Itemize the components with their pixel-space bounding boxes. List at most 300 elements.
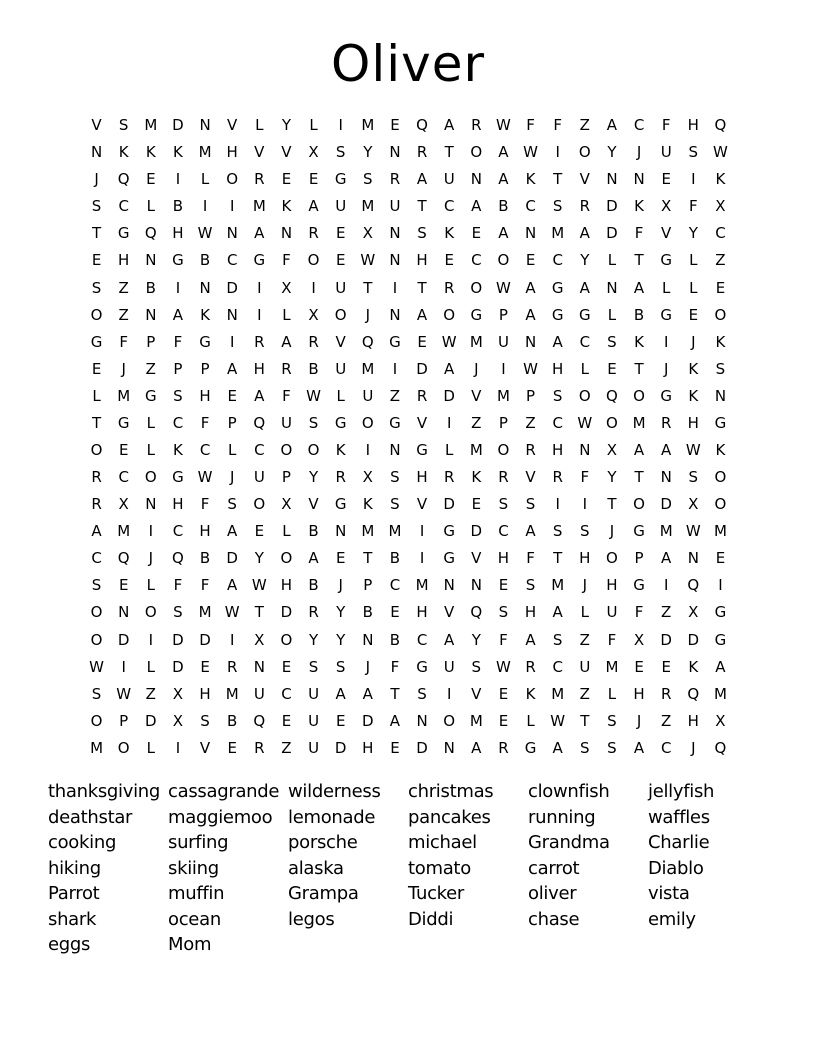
grid-cell[interactable]: Q	[144, 224, 157, 243]
grid-cell[interactable]: Y	[281, 116, 292, 135]
grid-cell[interactable]: Y	[254, 549, 264, 568]
grid-cell[interactable]: E	[688, 305, 699, 324]
grid-cell[interactable]: S	[91, 278, 102, 297]
grid-cell[interactable]: N	[90, 143, 103, 162]
grid-cell[interactable]: Q	[253, 711, 266, 730]
grid-cell[interactable]: D	[660, 630, 672, 649]
grid-cell[interactable]: M	[659, 522, 673, 541]
grid-cell[interactable]: W	[197, 224, 213, 243]
grid-cell[interactable]: V	[254, 143, 265, 162]
grid-cell[interactable]: N	[280, 224, 293, 243]
grid-cell[interactable]: S	[308, 657, 319, 676]
grid-cell[interactable]: Z	[118, 305, 129, 324]
grid-cell[interactable]: E	[471, 495, 482, 514]
grid-cell[interactable]: N	[470, 576, 482, 595]
grid-cell[interactable]: J	[94, 170, 99, 189]
grid-cell[interactable]: Y	[580, 251, 590, 270]
grid-cell[interactable]: E	[661, 657, 671, 676]
grid-cell[interactable]: W	[89, 657, 104, 676]
grid-cell[interactable]: K	[688, 386, 699, 405]
grid-cell[interactable]: F	[173, 332, 183, 351]
grid-cell[interactable]: F	[634, 224, 644, 243]
grid-cell[interactable]: M	[469, 332, 483, 351]
grid-cell[interactable]: H	[687, 413, 699, 432]
grid-cell[interactable]: C	[172, 413, 184, 432]
grid-cell[interactable]: S	[91, 197, 102, 216]
grid-cell[interactable]: O	[633, 495, 645, 514]
grid-cell[interactable]: W	[685, 440, 701, 459]
grid-cell[interactable]: U	[335, 197, 347, 216]
grid-cell[interactable]: Z	[661, 603, 672, 622]
grid-cell[interactable]: E	[634, 657, 644, 676]
grid-cell[interactable]: E	[335, 711, 346, 730]
grid-cell[interactable]: G	[416, 657, 428, 676]
grid-cell[interactable]: C	[172, 522, 184, 541]
grid-cell[interactable]: X	[688, 495, 699, 514]
grid-cell[interactable]: M	[551, 684, 565, 703]
grid-cell[interactable]: H	[416, 468, 428, 487]
grid-cell[interactable]: W	[496, 657, 511, 676]
grid-cell[interactable]: C	[633, 116, 645, 135]
grid-cell[interactable]: S	[417, 684, 427, 703]
grid-cell[interactable]: Q	[117, 549, 130, 568]
grid-cell[interactable]: E	[525, 251, 536, 270]
grid-cell[interactable]: T	[607, 495, 617, 514]
grid-cell[interactable]: Q	[253, 413, 266, 432]
grid-cell[interactable]: D	[172, 630, 184, 649]
grid-cell[interactable]: D	[606, 224, 618, 243]
grid-cell[interactable]: K	[173, 440, 183, 459]
grid-cell[interactable]: R	[308, 224, 319, 243]
grid-cell[interactable]: X	[308, 305, 319, 324]
grid-cell[interactable]: O	[443, 305, 456, 324]
grid-cell[interactable]: S	[498, 495, 509, 514]
grid-cell[interactable]: S	[173, 603, 183, 622]
grid-cell[interactable]: A	[335, 684, 346, 703]
grid-cell[interactable]: R	[91, 468, 102, 487]
grid-cell[interactable]: W	[496, 116, 511, 135]
grid-cell[interactable]: R	[443, 278, 455, 297]
grid-cell[interactable]: J	[148, 549, 154, 568]
grid-cell[interactable]: B	[199, 549, 211, 568]
grid-cell[interactable]: A	[308, 549, 319, 568]
grid-cell[interactable]: S	[552, 522, 563, 541]
grid-cell[interactable]: S	[552, 386, 563, 405]
grid-cell[interactable]: W	[523, 143, 538, 162]
grid-cell[interactable]: A	[661, 440, 672, 459]
grid-cell[interactable]: Q	[714, 738, 727, 757]
grid-cell[interactable]: M	[469, 440, 483, 459]
grid-cell[interactable]: M	[361, 522, 375, 541]
grid-cell[interactable]: I	[257, 305, 262, 324]
grid-cell[interactable]: O	[497, 251, 510, 270]
grid-cell[interactable]: M	[415, 576, 429, 595]
grid-cell[interactable]: N	[687, 549, 699, 568]
grid-cell[interactable]: K	[173, 143, 183, 162]
grid-cell[interactable]: G	[172, 251, 184, 270]
grid-cell[interactable]: Y	[336, 603, 346, 622]
grid-cell[interactable]: H	[172, 495, 184, 514]
grid-cell[interactable]: I	[446, 413, 452, 432]
grid-cell[interactable]: O	[144, 603, 157, 622]
grid-cell[interactable]: Z	[715, 251, 726, 270]
grid-cell[interactable]: E	[390, 738, 400, 757]
grid-cell[interactable]: A	[525, 278, 536, 297]
grid-cell[interactable]: A	[579, 278, 590, 297]
grid-cell[interactable]: K	[715, 170, 726, 189]
grid-cell[interactable]: H	[633, 684, 645, 703]
grid-cell[interactable]: A	[525, 522, 536, 541]
grid-cell[interactable]: D	[362, 711, 374, 730]
grid-cell[interactable]: T	[634, 468, 644, 487]
grid-cell[interactable]: H	[118, 251, 130, 270]
grid-cell[interactable]: G	[551, 278, 564, 297]
grid-cell[interactable]: G	[714, 413, 727, 432]
grid-cell[interactable]: U	[362, 386, 374, 405]
grid-cell[interactable]: W	[523, 359, 538, 378]
grid-cell[interactable]: F	[634, 603, 644, 622]
grid-cell[interactable]: M	[361, 197, 375, 216]
grid-cell[interactable]: A	[444, 359, 455, 378]
grid-cell[interactable]: I	[555, 143, 560, 162]
grid-cell[interactable]: D	[443, 386, 455, 405]
grid-cell[interactable]: L	[92, 386, 101, 405]
grid-cell[interactable]: B	[308, 576, 319, 595]
grid-cell[interactable]: O	[361, 413, 374, 432]
grid-cell[interactable]: S	[335, 657, 346, 676]
grid-cell[interactable]: O	[307, 440, 320, 459]
grid-cell[interactable]: O	[714, 495, 727, 514]
grid-cell[interactable]: O	[714, 305, 727, 324]
grid-cell[interactable]: O	[280, 549, 293, 568]
grid-cell[interactable]: T	[363, 549, 373, 568]
grid-cell[interactable]: A	[525, 305, 536, 324]
grid-cell[interactable]: I	[175, 278, 181, 297]
grid-cell[interactable]: K	[362, 495, 373, 514]
grid-cell[interactable]: W	[496, 278, 511, 297]
grid-cell[interactable]: A	[227, 522, 238, 541]
grid-cell[interactable]: R	[281, 359, 292, 378]
grid-cell[interactable]: N	[579, 440, 591, 459]
grid-cell[interactable]: W	[360, 251, 376, 270]
grid-cell[interactable]: N	[362, 630, 374, 649]
grid-cell[interactable]: N	[443, 576, 455, 595]
grid-cell[interactable]: K	[688, 359, 699, 378]
grid-cell[interactable]: G	[714, 630, 727, 649]
grid-cell[interactable]: O	[280, 630, 293, 649]
grid-cell[interactable]: Q	[361, 332, 374, 351]
grid-cell[interactable]: R	[226, 657, 238, 676]
grid-cell[interactable]: H	[226, 143, 238, 162]
grid-cell[interactable]: L	[607, 305, 617, 324]
grid-cell[interactable]: R	[308, 332, 319, 351]
grid-cell[interactable]: E	[281, 657, 292, 676]
grid-cell[interactable]: T	[634, 359, 644, 378]
grid-cell[interactable]: E	[91, 359, 102, 378]
grid-cell[interactable]: A	[281, 332, 292, 351]
grid-cell[interactable]: I	[148, 522, 154, 541]
grid-cell[interactable]: Q	[172, 549, 184, 568]
grid-cell[interactable]: D	[416, 738, 428, 757]
grid-cell[interactable]: E	[715, 278, 726, 297]
grid-cell[interactable]: C	[226, 251, 238, 270]
grid-cell[interactable]: H	[280, 576, 293, 595]
grid-cell[interactable]: E	[607, 359, 617, 378]
grid-cell[interactable]: S	[335, 143, 346, 162]
grid-cell[interactable]: M	[713, 522, 727, 541]
grid-cell[interactable]: V	[525, 468, 536, 487]
grid-cell[interactable]: A	[471, 738, 482, 757]
grid-cell[interactable]: U	[335, 278, 347, 297]
grid-cell[interactable]: J	[229, 468, 235, 487]
grid-cell[interactable]: O	[578, 386, 591, 405]
grid-cell[interactable]: E	[200, 657, 210, 676]
grid-cell[interactable]: Z	[661, 711, 672, 730]
grid-cell[interactable]: I	[175, 170, 181, 189]
grid-cell[interactable]: J	[663, 359, 669, 378]
grid-cell[interactable]: E	[444, 251, 454, 270]
grid-cell[interactable]: N	[389, 305, 401, 324]
grid-cell[interactable]: N	[633, 170, 645, 189]
grid-cell[interactable]: S	[552, 630, 563, 649]
grid-cell[interactable]: E	[308, 170, 319, 189]
grid-cell[interactable]: X	[281, 495, 292, 514]
grid-cell[interactable]: M	[198, 603, 212, 622]
grid-cell[interactable]: U	[443, 170, 455, 189]
grid-cell[interactable]: Y	[607, 143, 617, 162]
grid-cell[interactable]: M	[469, 711, 483, 730]
grid-cell[interactable]: J	[121, 359, 126, 378]
grid-cell[interactable]: W	[441, 332, 457, 351]
grid-cell[interactable]: H	[606, 576, 618, 595]
grid-cell[interactable]: A	[633, 278, 645, 297]
grid-cell[interactable]: B	[389, 630, 401, 649]
grid-cell[interactable]: I	[175, 738, 181, 757]
grid-cell[interactable]: P	[498, 305, 508, 324]
grid-cell[interactable]: G	[660, 305, 672, 324]
grid-cell[interactable]: G	[633, 576, 645, 595]
grid-cell[interactable]: I	[202, 197, 208, 216]
grid-cell[interactable]: Q	[416, 116, 428, 135]
grid-cell[interactable]: Y	[471, 630, 481, 649]
grid-cell[interactable]: V	[579, 170, 590, 189]
grid-cell[interactable]: I	[338, 116, 343, 135]
grid-cell[interactable]: F	[499, 630, 508, 649]
grid-cell[interactable]: D	[199, 630, 211, 649]
grid-cell[interactable]: S	[688, 468, 699, 487]
grid-cell[interactable]: R	[308, 603, 319, 622]
grid-cell[interactable]: C	[471, 251, 482, 270]
grid-cell[interactable]: I	[257, 278, 262, 297]
grid-cell[interactable]: F	[173, 576, 183, 595]
grid-cell[interactable]: Y	[363, 143, 373, 162]
grid-cell[interactable]: H	[253, 359, 265, 378]
grid-cell[interactable]: A	[91, 522, 102, 541]
grid-cell[interactable]: S	[715, 359, 726, 378]
grid-cell[interactable]: A	[498, 170, 509, 189]
grid-cell[interactable]: U	[280, 413, 292, 432]
grid-cell[interactable]: H	[199, 386, 211, 405]
grid-cell[interactable]: G	[416, 440, 428, 459]
grid-cell[interactable]: U	[253, 468, 265, 487]
grid-cell[interactable]: B	[145, 278, 156, 297]
grid-cell[interactable]: U	[335, 359, 347, 378]
grid-cell[interactable]: K	[715, 332, 726, 351]
grid-cell[interactable]: L	[662, 278, 671, 297]
grid-cell[interactable]: M	[713, 684, 727, 703]
grid-cell[interactable]: K	[525, 684, 536, 703]
grid-cell[interactable]: E	[227, 738, 237, 757]
grid-cell[interactable]: N	[524, 332, 537, 351]
grid-cell[interactable]: A	[416, 305, 428, 324]
grid-cell[interactable]: N	[145, 305, 157, 324]
grid-cell[interactable]: N	[199, 116, 211, 135]
grid-cell[interactable]: A	[552, 603, 563, 622]
grid-cell[interactable]: L	[445, 440, 454, 459]
grid-cell[interactable]: L	[580, 603, 589, 622]
grid-cell[interactable]: G	[660, 386, 672, 405]
grid-cell[interactable]: G	[145, 386, 157, 405]
grid-cell[interactable]: F	[580, 468, 590, 487]
grid-cell[interactable]: A	[416, 170, 428, 189]
grid-cell[interactable]: P	[281, 468, 291, 487]
grid-cell[interactable]: L	[228, 440, 237, 459]
grid-cell[interactable]: K	[634, 197, 644, 216]
grid-cell[interactable]: I	[121, 657, 126, 676]
grid-cell[interactable]: D	[334, 738, 347, 757]
grid-cell[interactable]: Q	[714, 116, 727, 135]
grid-cell[interactable]: T	[91, 224, 102, 243]
grid-cell[interactable]: W	[251, 576, 267, 595]
grid-cell[interactable]: K	[688, 657, 699, 676]
grid-cell[interactable]: E	[335, 224, 346, 243]
grid-cell[interactable]: C	[525, 197, 536, 216]
grid-cell[interactable]: F	[390, 657, 400, 676]
grid-cell[interactable]: X	[308, 143, 319, 162]
grid-cell[interactable]: V	[416, 495, 428, 514]
grid-cell[interactable]: E	[471, 224, 482, 243]
grid-cell[interactable]: R	[498, 468, 509, 487]
grid-cell[interactable]: V	[281, 143, 292, 162]
grid-cell[interactable]: B	[308, 522, 319, 541]
grid-cell[interactable]: O	[90, 603, 103, 622]
grid-cell[interactable]: R	[525, 657, 536, 676]
grid-cell[interactable]: Z	[118, 278, 129, 297]
grid-cell[interactable]: X	[661, 197, 672, 216]
grid-cell[interactable]: E	[417, 332, 427, 351]
grid-cell[interactable]: E	[661, 170, 671, 189]
grid-cell[interactable]: V	[308, 495, 319, 514]
grid-cell[interactable]: H	[687, 711, 699, 730]
grid-cell[interactable]: L	[146, 440, 155, 459]
grid-cell[interactable]: W	[685, 522, 701, 541]
grid-cell[interactable]: M	[144, 116, 158, 135]
grid-cell[interactable]: T	[417, 278, 427, 297]
grid-cell[interactable]: U	[443, 657, 455, 676]
grid-cell[interactable]: B	[199, 251, 211, 270]
grid-cell[interactable]: I	[148, 630, 154, 649]
grid-cell[interactable]: T	[444, 143, 454, 162]
grid-cell[interactable]: K	[444, 224, 455, 243]
grid-cell[interactable]: X	[633, 630, 645, 649]
grid-cell[interactable]: U	[389, 197, 401, 216]
grid-cell[interactable]: T	[580, 711, 590, 730]
grid-cell[interactable]: O	[606, 413, 618, 432]
grid-cell[interactable]: A	[552, 332, 563, 351]
grid-cell[interactable]: E	[390, 116, 400, 135]
grid-cell[interactable]: O	[606, 549, 618, 568]
grid-cell[interactable]: D	[226, 278, 238, 297]
grid-cell[interactable]: O	[714, 468, 727, 487]
grid-cell[interactable]: B	[172, 197, 184, 216]
grid-cell[interactable]: Z	[471, 413, 482, 432]
grid-cell[interactable]: Q	[606, 386, 618, 405]
grid-cell[interactable]: R	[660, 684, 672, 703]
grid-cell[interactable]: D	[280, 603, 293, 622]
grid-cell[interactable]: I	[229, 197, 235, 216]
grid-cell[interactable]: X	[254, 630, 265, 649]
grid-cell[interactable]: P	[119, 711, 129, 730]
grid-cell[interactable]: F	[200, 495, 210, 514]
grid-cell[interactable]: C	[254, 440, 265, 459]
grid-cell[interactable]: P	[146, 332, 156, 351]
grid-cell[interactable]: G	[172, 468, 184, 487]
grid-cell[interactable]: W	[306, 386, 321, 405]
grid-cell[interactable]: N	[416, 711, 428, 730]
grid-cell[interactable]: C	[552, 657, 563, 676]
grid-cell[interactable]: W	[577, 413, 593, 432]
grid-cell[interactable]: L	[689, 251, 698, 270]
grid-cell[interactable]: Z	[281, 738, 292, 757]
grid-cell[interactable]: K	[634, 332, 644, 351]
grid-cell[interactable]: V	[335, 332, 346, 351]
grid-cell[interactable]: H	[416, 603, 428, 622]
grid-cell[interactable]: L	[336, 386, 345, 405]
grid-cell[interactable]: E	[715, 549, 726, 568]
grid-cell[interactable]: U	[308, 711, 320, 730]
grid-cell[interactable]: I	[229, 332, 235, 351]
grid-cell[interactable]: C	[416, 630, 428, 649]
grid-cell[interactable]: H	[172, 224, 184, 243]
grid-cell[interactable]: S	[580, 738, 590, 757]
grid-cell[interactable]: N	[389, 440, 401, 459]
grid-cell[interactable]: J	[636, 143, 642, 162]
grid-cell[interactable]: X	[362, 468, 373, 487]
grid-cell[interactable]: N	[145, 251, 157, 270]
grid-cell[interactable]: O	[90, 711, 103, 730]
grid-cell[interactable]: N	[118, 603, 130, 622]
grid-cell[interactable]: C	[443, 197, 455, 216]
grid-cell[interactable]: B	[633, 305, 645, 324]
grid-cell[interactable]: O	[117, 738, 130, 757]
grid-cell[interactable]: I	[663, 332, 669, 351]
grid-cell[interactable]: L	[146, 576, 155, 595]
grid-cell[interactable]: D	[687, 630, 700, 649]
grid-cell[interactable]: M	[90, 738, 104, 757]
grid-cell[interactable]: B	[362, 603, 373, 622]
grid-cell[interactable]: W	[224, 603, 240, 622]
grid-cell[interactable]: O	[226, 170, 239, 189]
grid-cell[interactable]: Y	[308, 468, 319, 487]
grid-cell[interactable]: N	[524, 224, 537, 243]
grid-cell[interactable]: M	[496, 386, 510, 405]
grid-cell[interactable]: X	[172, 684, 184, 703]
grid-cell[interactable]: U	[308, 738, 320, 757]
grid-cell[interactable]: Z	[389, 386, 401, 405]
grid-cell[interactable]: G	[714, 603, 727, 622]
grid-cell[interactable]: P	[173, 359, 183, 378]
grid-cell[interactable]: G	[334, 413, 347, 432]
